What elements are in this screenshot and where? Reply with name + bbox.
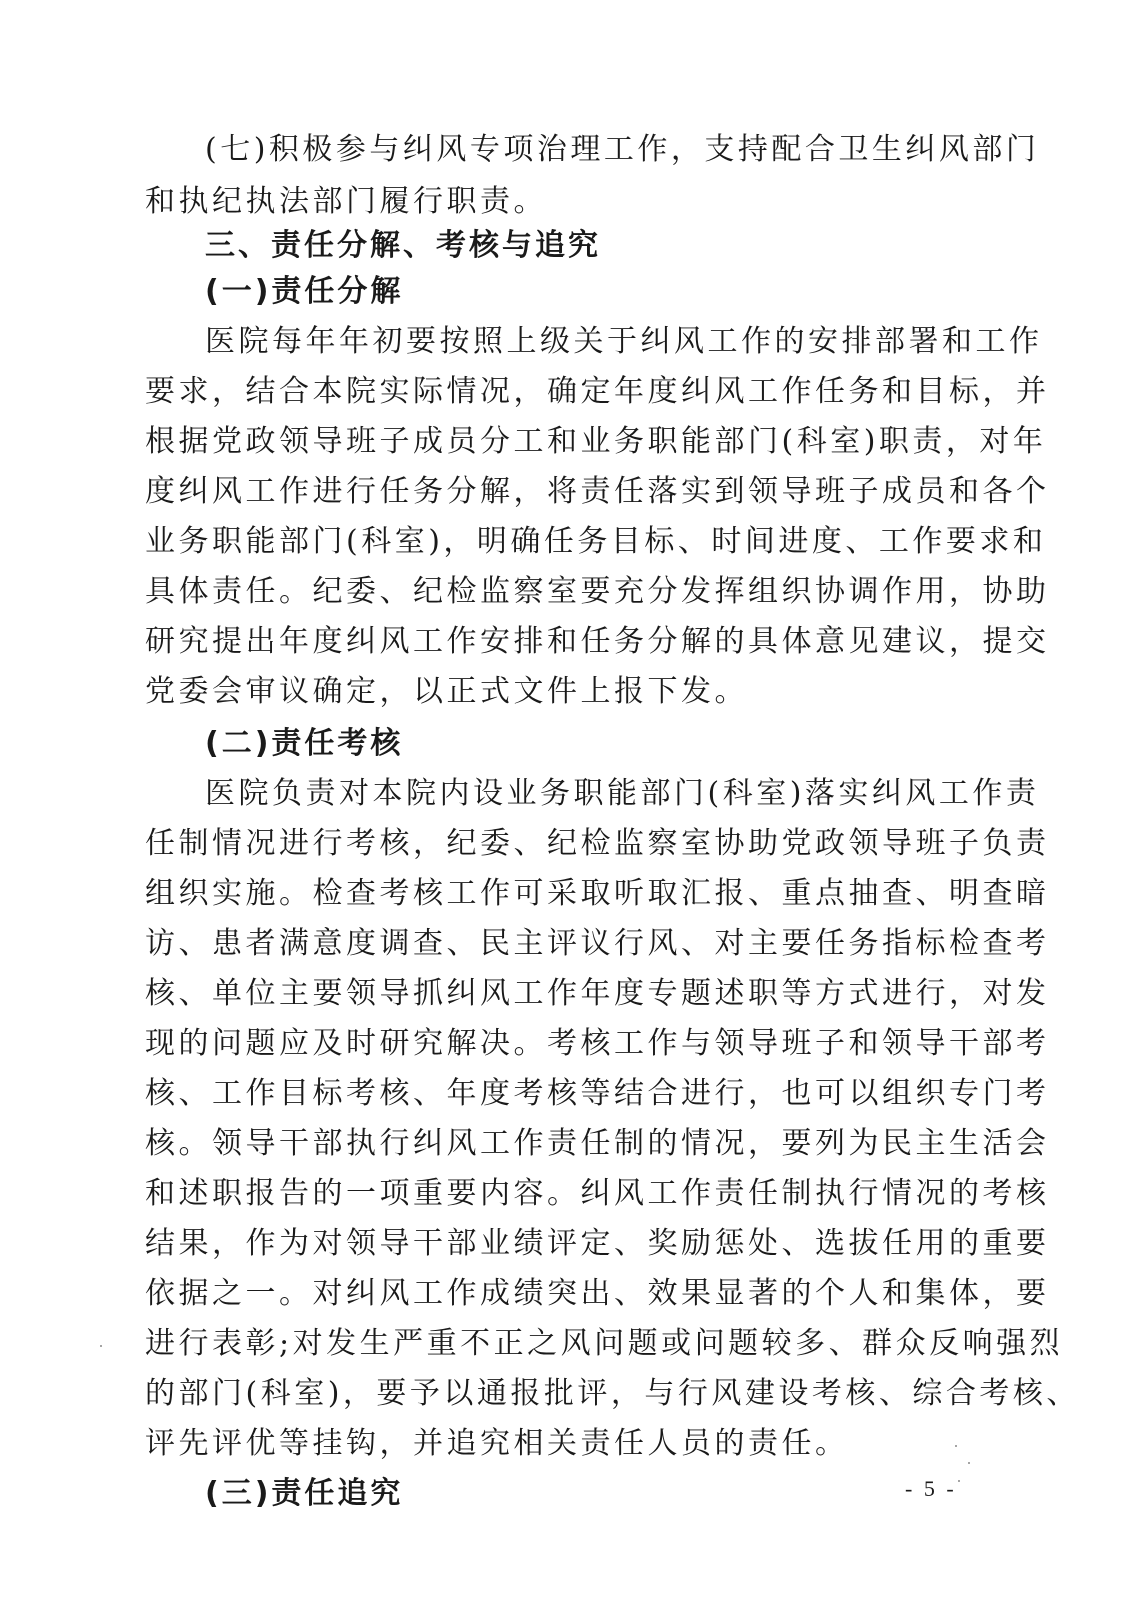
paragraph-line: 业务职能部门(科室)，明确任务目标、时间进度、工作要求和	[145, 524, 1047, 559]
paragraph-line: 根据党政领导班子成员分工和业务职能部门(科室)职责，对年	[145, 424, 1047, 459]
paragraph-line: 党委会审议确定，以正式文件上报下发。	[145, 674, 748, 709]
paragraph-line: 度纠风工作进行任务分解，将责任落实到领导班子成员和各个	[145, 474, 1050, 509]
scan-speck	[955, 1445, 957, 1447]
paragraph-line: 组织实施。检查考核工作可采取听取汇报、重点抽查、明查暗	[145, 876, 1050, 911]
paragraph-line: 评先评优等挂钩，并追究相关责任人员的责任。	[145, 1426, 849, 1461]
paragraph-line: 要求，结合本院实际情况，确定年度纠风工作任务和目标，并	[145, 374, 1050, 409]
page-number: - 5 -	[905, 1476, 957, 1501]
section-heading: 三、责任分解、考核与追究	[205, 228, 601, 263]
scan-speck	[100, 1345, 102, 1347]
scan-speck	[958, 1480, 960, 1482]
paragraph-line: 依据之一。对纠风工作成绩突出、效果显著的个人和集体，要	[145, 1276, 1050, 1311]
paragraph-line: 医院负责对本院内设业务职能部门(科室)落实纠风工作责	[205, 776, 1040, 811]
paragraph-line: 核。领导干部执行纠风工作责任制的情况，要列为民主生活会	[145, 1126, 1050, 1161]
scan-speck	[968, 1462, 970, 1464]
paragraph-line: 具体责任。纪委、纪检监察室要充分发挥组织协调作用，协助	[145, 574, 1050, 609]
paragraph-line: 任制情况进行考核，纪委、纪检监察室协助党政领导班子负责	[145, 826, 1050, 861]
subsection-heading: (三)责任追究	[205, 1476, 404, 1511]
paragraph-line: 医院每年年初要按照上级关于纠风工作的安排部署和工作	[205, 324, 1043, 359]
paragraph-line: 结果，作为对领导干部业绩评定、奖励惩处、选拔任用的重要	[145, 1226, 1050, 1261]
paragraph-line: 核、单位主要领导抓纠风工作年度专题述职等方式进行，对发	[145, 976, 1050, 1011]
paragraph-line: 的部门(科室)，要予以通报批评，与行风建设考核、综合考核、	[145, 1376, 1080, 1411]
paragraph-line: 和述职报告的一项重要内容。纠风工作责任制执行情况的考核	[145, 1176, 1050, 1211]
paragraph-line: 现的问题应及时研究解决。考核工作与领导班子和领导干部考	[145, 1026, 1050, 1061]
paragraph-line: (七)积极参与纠风专项治理工作，支持配合卫生纠风部门	[205, 132, 1040, 167]
paragraph-line: 访、患者满意度调查、民主评议行风、对主要任务指标检查考	[145, 926, 1050, 961]
subsection-heading: (二)责任考核	[205, 726, 404, 761]
paragraph-line: 核、工作目标考核、年度考核等结合进行，也可以组织专门考	[145, 1076, 1050, 1111]
subsection-heading: (一)责任分解	[205, 274, 404, 309]
paragraph-line: 研究提出年度纠风工作安排和任务分解的具体意见建议，提交	[145, 624, 1050, 659]
paragraph-line: 进行表彰;对发生严重不正之风问题或问题较多、群众反响强烈	[145, 1326, 1064, 1361]
paragraph-line: 和执纪执法部门履行职责。	[145, 184, 547, 219]
